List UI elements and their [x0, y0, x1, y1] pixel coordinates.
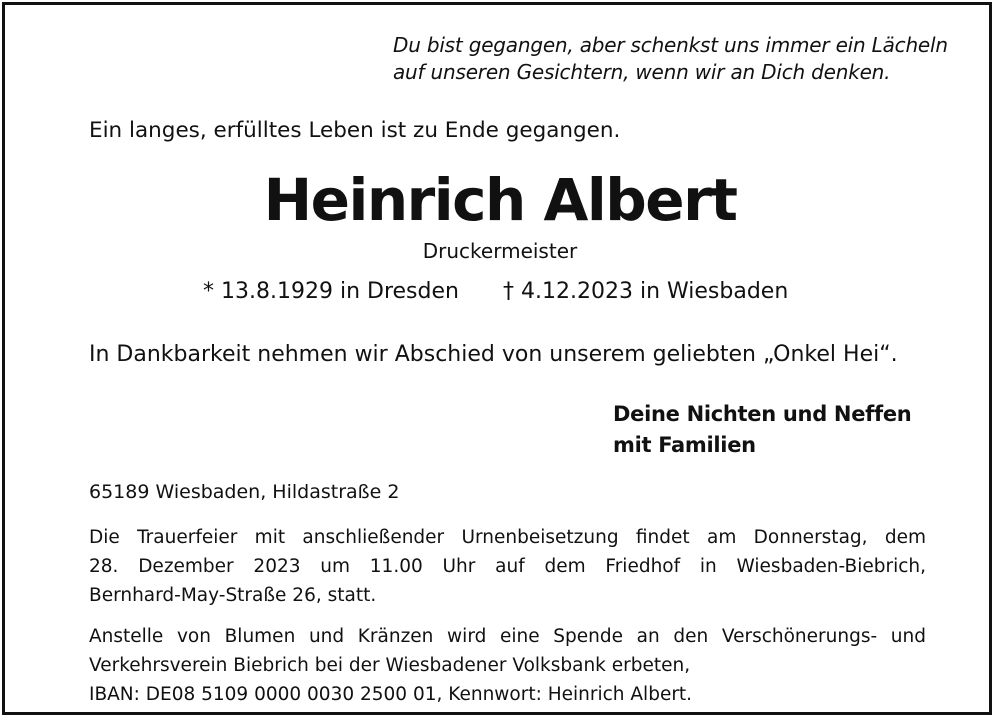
birth-date: * 13.8.1929 in Dresden — [203, 279, 459, 304]
donation-line: Verkehrsverein Biebrich bei der Wiesbadener Volksbank erbeten, — [89, 655, 691, 676]
signer-line-1: Deine Nichten und Neffen — [613, 402, 912, 426]
quote-line-1: Du bist gegangen, aber schenkst uns immer ein Lächeln — [393, 33, 948, 57]
donation-line: Anstelle von Blumen und Kränzen wird eine Spende an den Verschönerungs- und — [89, 626, 926, 647]
ceremony-line: Die Trauerfeier mit anschließender Urnenbeisetzung findet am Donnerstag, dem — [89, 527, 926, 548]
donation-line: IBAN: DE08 5109 0000 0030 2500 01, Kennwort: Heinrich Albert. — [89, 684, 693, 705]
quote-line-2: auf unseren Gesichtern, wenn wir an Dich denken. — [393, 60, 891, 84]
deceased-name: Heinrich Albert — [263, 166, 737, 234]
ceremony-paragraph — [89, 523, 926, 610]
death-date: † 4.12.2023 in Wiesbaden — [503, 279, 789, 304]
signer-line-2: mit Familien — [613, 433, 756, 457]
obituary-notice — [2, 2, 992, 715]
ceremony-line: 28. Dezember 2023 um 11.00 Uhr auf dem Friedhof in Wiesbaden-Biebrich, — [89, 556, 926, 577]
ceremony-line: Bernhard-May-Straße 26, statt. — [89, 585, 377, 606]
farewell-text: In Dankbarkeit nehmen wir Abschied von unserem geliebten „Onkel Hei“. — [89, 342, 898, 367]
deceased-profession: Druckermeister — [422, 239, 578, 263]
donation-paragraph — [89, 622, 926, 709]
intro-text: Ein langes, erfülltes Leben ist zu Ende gegangen. — [89, 118, 621, 143]
mourner-address: 65189 Wiesbaden, Hildastraße 2 — [89, 481, 400, 503]
